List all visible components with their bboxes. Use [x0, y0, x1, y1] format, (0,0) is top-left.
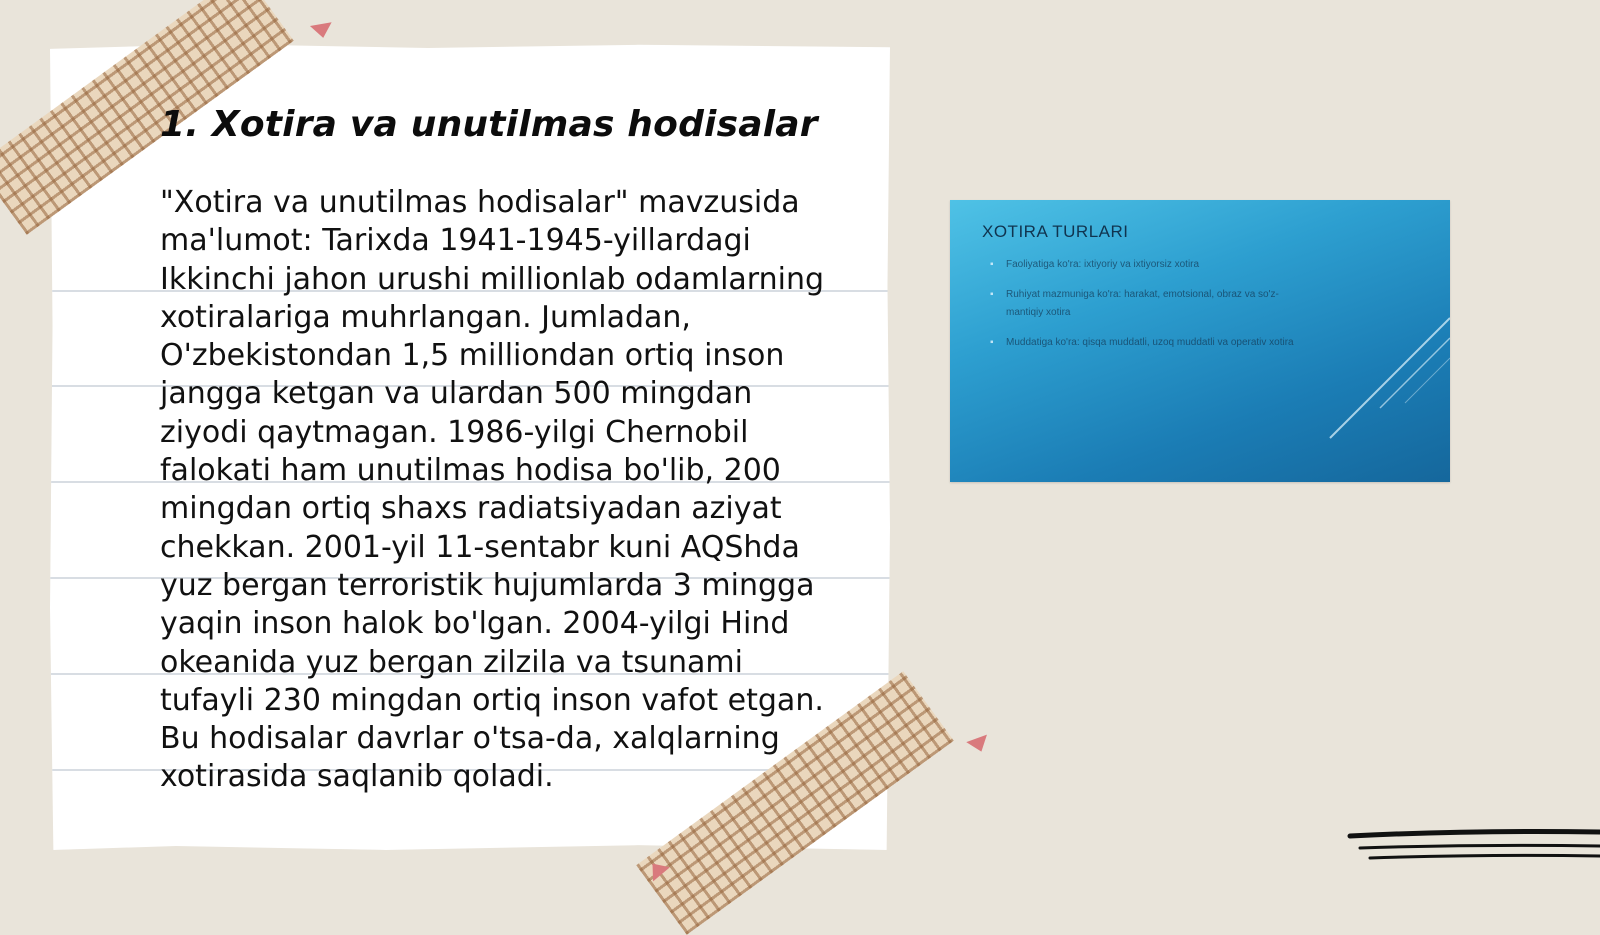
bullet-icon: ▪ — [990, 289, 994, 300]
pin-icon — [966, 735, 991, 756]
thumbnail-bullet — [990, 334, 1310, 352]
decorative-lines — [1310, 308, 1450, 458]
bullet-icon: ▪ — [990, 259, 994, 270]
thumbnail-bullet-text: Muddatiga ko'ra: qisqa muddatli, uzoq muddatli va operativ xotira — [1006, 337, 1294, 348]
thumbnail-bullet — [990, 256, 1310, 274]
slide-title: 1. Xotira va unutilmas hodisalar — [160, 104, 818, 145]
thumbnail-bullet-list — [990, 256, 1310, 364]
thumbnail-bullet-text: Faoliyatiga ko'ra: ixtiyoriy va ixtiyorsiz xotira — [1006, 259, 1200, 270]
slide-thumbnail — [950, 200, 1450, 482]
thumbnail-bullet-text: Ruhiyat mazmuniga ko'ra: harakat, emotsional, obraz va so'z-mantiqiy xotira — [1006, 289, 1279, 318]
bullet-icon: ▪ — [990, 337, 994, 348]
thumbnail-bullet — [990, 286, 1310, 322]
thumbnail-title: XOTIRA TURLARI — [982, 222, 1129, 241]
pin-icon — [310, 22, 334, 40]
slide-body-text: "Xotira va unutilmas hodisalar" mavzusida ma'lumot: Tarixda 1941-1945-yillardagi Ikkinchi jahon urushi millionlab odamlarning xotiralariga muhrlangan. Jumladan, O'zbekistondan 1,5 milliondan ortiq inson jangga ketgan va ulardan 500 mingdan ziyodi qaytmagan. 1986-yilgi Chernobil falokati ham unutilmas hodisa bo'lib, 200 mingdan ortiq shaxs radiatsiyadan aziyat chekkan. 2001-yil 11-sentabr kuni AQShda yuz bergan terroristik hujumlarda 3 mingga yaqin inson halok bo'lgan. 2004-yilgi Hind okeanida yuz bergan zilzila va tsunami tufayli 230 mingdan ortiq inson vafot etgan. Bu hodisalar davrlar o'tsa-da, xalqlarning xotirasida saqlanib qoladi. — [160, 185, 824, 795]
decorative-strokes — [1340, 828, 1600, 872]
